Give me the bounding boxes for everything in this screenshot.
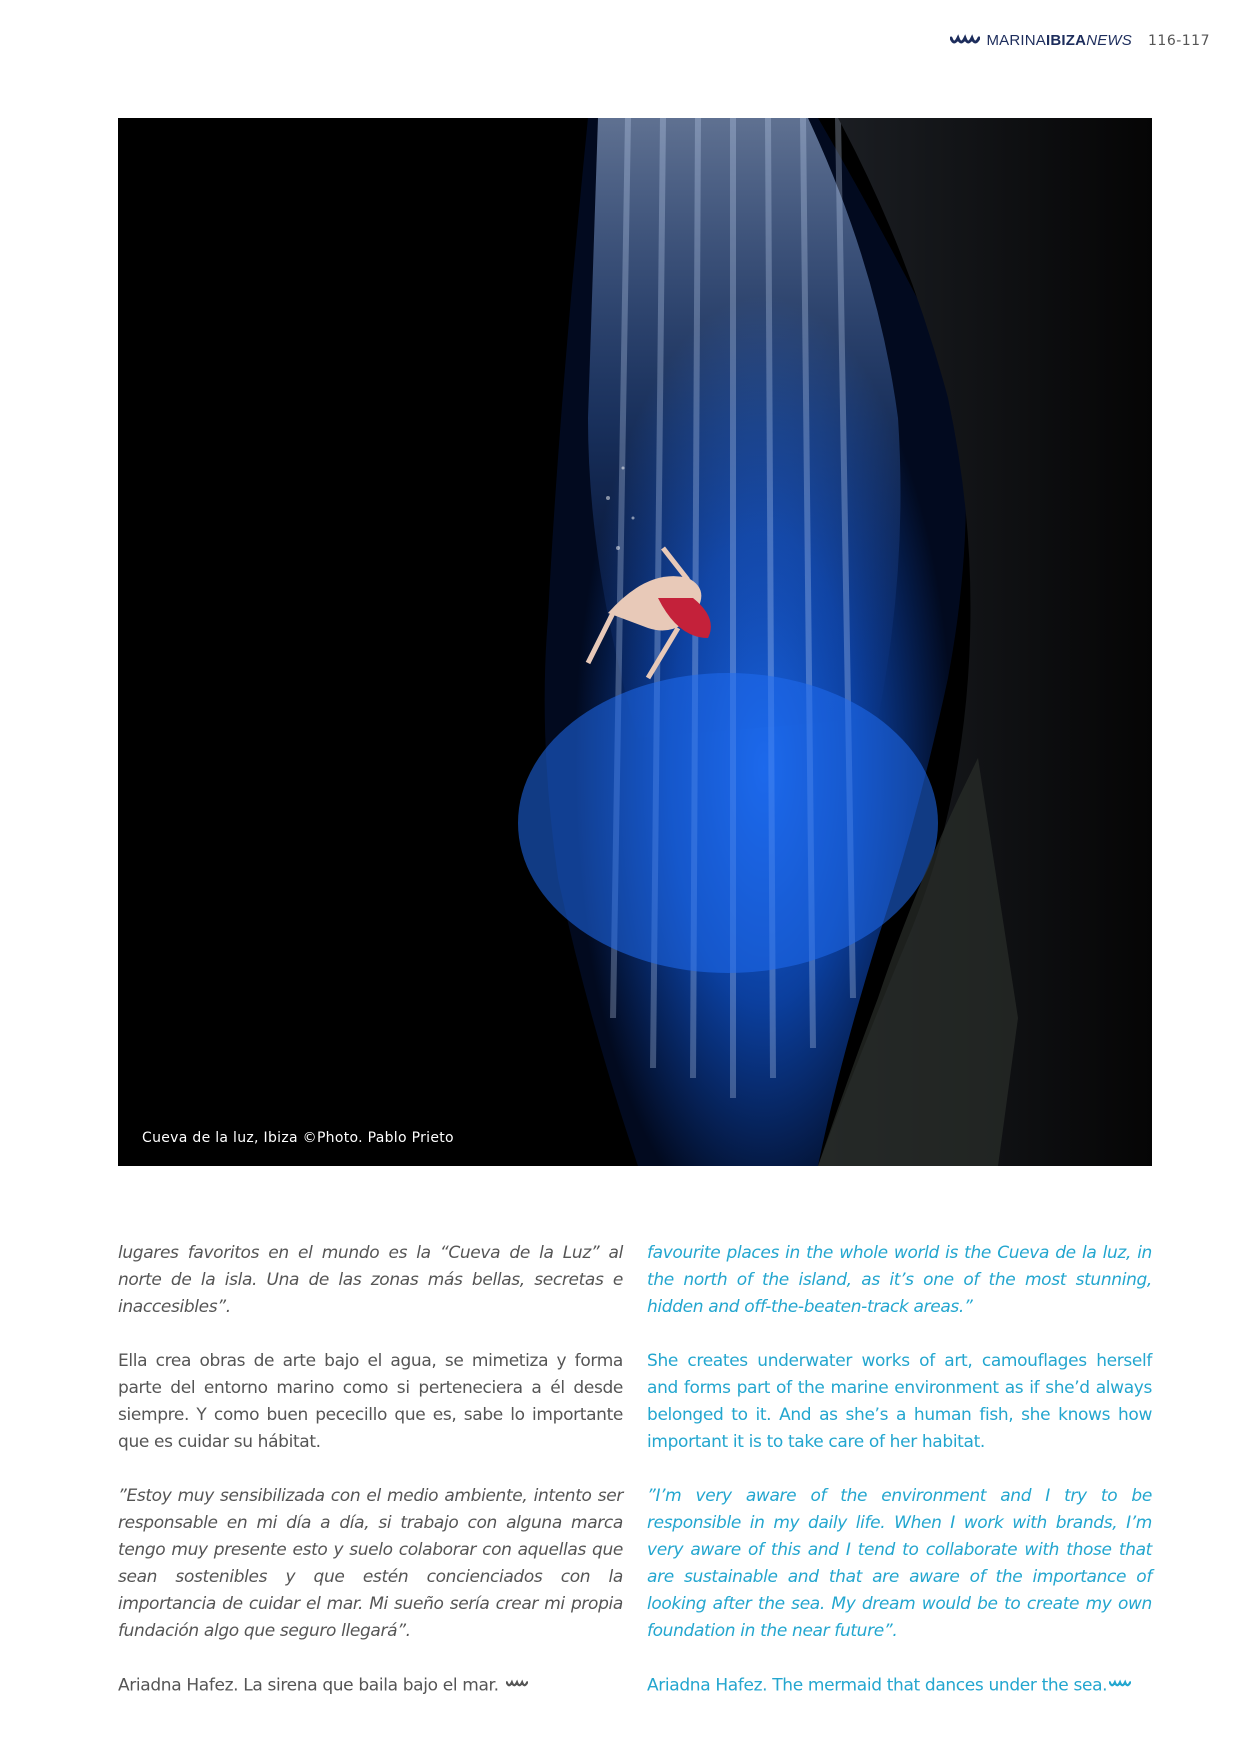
page-header: [950, 32, 1210, 49]
english-paragraph-1: favourite places in the whole world is the Cueva de la luz, in the north of the island, as it’s one of the most stunning, hidden and off-the-beaten-track areas.”: [647, 1243, 1152, 1317]
end-mark-icon: [1109, 1672, 1131, 1699]
english-paragraph-3: ”I’m very aware of the environment and I try to be responsible in my daily life. When I work with brands, I’m very aware of this and I tend to collaborate with those that are sustainable and that are aware of the importance of looking after the sea. My dream would be to create my own foundation in the near future”.: [647, 1486, 1152, 1641]
cave-photo: [118, 118, 1152, 1166]
brand-name: [986, 32, 1132, 49]
english-column: [647, 1240, 1152, 1727]
spanish-paragraph-2: Ella crea obras de arte bajo el agua, se mimetiza y forma parte del entorno marino como si perteneciera a él desde siempre. Y como buen pececillo que es, sabe lo importante que es cuidar su hábitat.: [118, 1351, 623, 1452]
spanish-paragraph-1: lugares favoritos en el mundo es la “Cueva de la Luz” al norte de la isla. Una de las zonas más bellas, secretas e inaccesibles”.: [118, 1243, 623, 1317]
english-signature: Ariadna Hafez. The mermaid that dances under the sea.: [647, 1675, 1108, 1696]
underwater-cave-image: [118, 118, 1152, 1166]
spanish-signature: Ariadna Hafez. La sirena que baila bajo el mar.: [118, 1675, 499, 1696]
end-mark-icon: [506, 1672, 528, 1699]
photo-caption: Cueva de la luz, Ibiza ©Photo. Pablo Prieto: [142, 1130, 454, 1146]
english-signature-line: [647, 1672, 1152, 1700]
marina-ibiza-logo-icon: [950, 34, 980, 48]
spanish-column: [118, 1240, 623, 1727]
brand-ibiza: IBIZA: [1046, 32, 1087, 49]
brand-news: NEWS: [1086, 32, 1132, 49]
spanish-paragraph-3: ”Estoy muy sensibilizada con el medio ambiente, intento ser responsable en mi día a día, si trabajo con alguna marca tengo muy presente esto y suelo colaborar con aquellas que sean sostenibles y que estén concienciados con la importancia de cuidar el mar. Mi sueño sería crear mi propia fundación algo que seguro llegará”.: [118, 1486, 623, 1641]
spanish-signature-line: [118, 1672, 623, 1700]
english-paragraph-2: She creates underwater works of art, camouflages herself and forms part of the marine environment as if she’d always belonged to it. And as she’s a human fish, she knows how important it is to take care of her habitat.: [647, 1351, 1152, 1452]
page-numbers: 116-117: [1148, 32, 1210, 49]
brand-marina: MARINA: [986, 32, 1047, 49]
